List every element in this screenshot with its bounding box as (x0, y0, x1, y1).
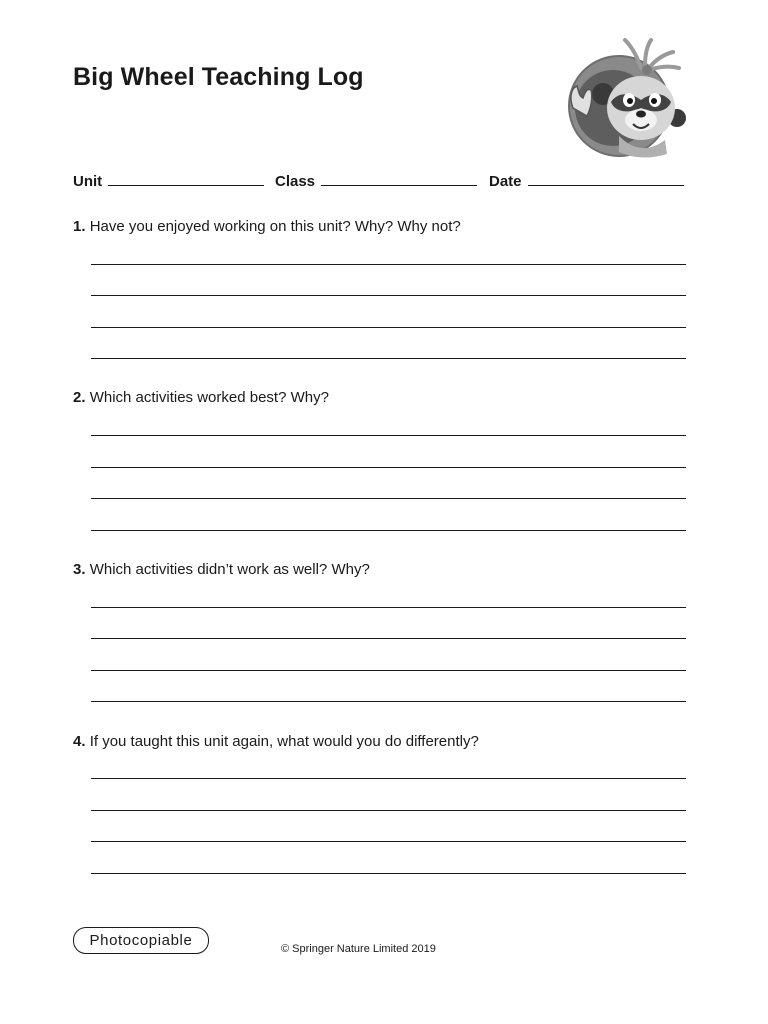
answer-line[interactable] (91, 264, 686, 265)
answer-line[interactable] (91, 295, 686, 296)
question-3 (73, 561, 370, 578)
class-label: Class (275, 173, 316, 190)
unit-label: Unit (73, 173, 103, 190)
answer-line[interactable] (91, 358, 686, 359)
answer-line[interactable] (91, 638, 686, 639)
class-field[interactable] (275, 171, 477, 190)
question-4 (73, 733, 479, 750)
question-number: 1. (73, 218, 86, 235)
class-blank[interactable] (321, 171, 477, 186)
page-title: Big Wheel Teaching Log (73, 63, 364, 91)
answer-line[interactable] (91, 607, 686, 608)
question-number: 4. (73, 733, 86, 750)
question-number: 2. (73, 389, 86, 406)
answer-line[interactable] (91, 873, 686, 874)
unit-blank[interactable] (108, 171, 264, 186)
copyright-notice: © Springer Nature Limited 2019 (281, 943, 436, 955)
answer-line[interactable] (91, 498, 686, 499)
answer-line[interactable] (91, 841, 686, 842)
answer-line[interactable] (91, 810, 686, 811)
answer-line[interactable] (91, 435, 686, 436)
answer-line[interactable] (91, 670, 686, 671)
answer-line[interactable] (91, 530, 686, 531)
answer-line[interactable] (91, 327, 686, 328)
question-1 (73, 218, 461, 235)
date-blank[interactable] (528, 171, 684, 186)
unit-field[interactable] (73, 171, 264, 190)
photocopiable-badge: Photocopiable (73, 927, 209, 954)
question-text: Have you enjoyed working on this unit? Why? Why not? (89, 218, 461, 235)
date-label: Date (489, 173, 522, 190)
answer-line[interactable] (91, 778, 686, 779)
raccoon-mascot-icon (563, 36, 691, 158)
question-number: 3. (73, 561, 86, 578)
question-text: If you taught this unit again, what would you do differently? (89, 733, 479, 750)
date-field[interactable] (489, 171, 684, 190)
answer-line[interactable] (91, 701, 686, 702)
question-text: Which activities didn’t work as well? Why? (89, 561, 370, 578)
question-text: Which activities worked best? Why? (89, 389, 329, 406)
answer-line[interactable] (91, 467, 686, 468)
question-2 (73, 389, 329, 406)
